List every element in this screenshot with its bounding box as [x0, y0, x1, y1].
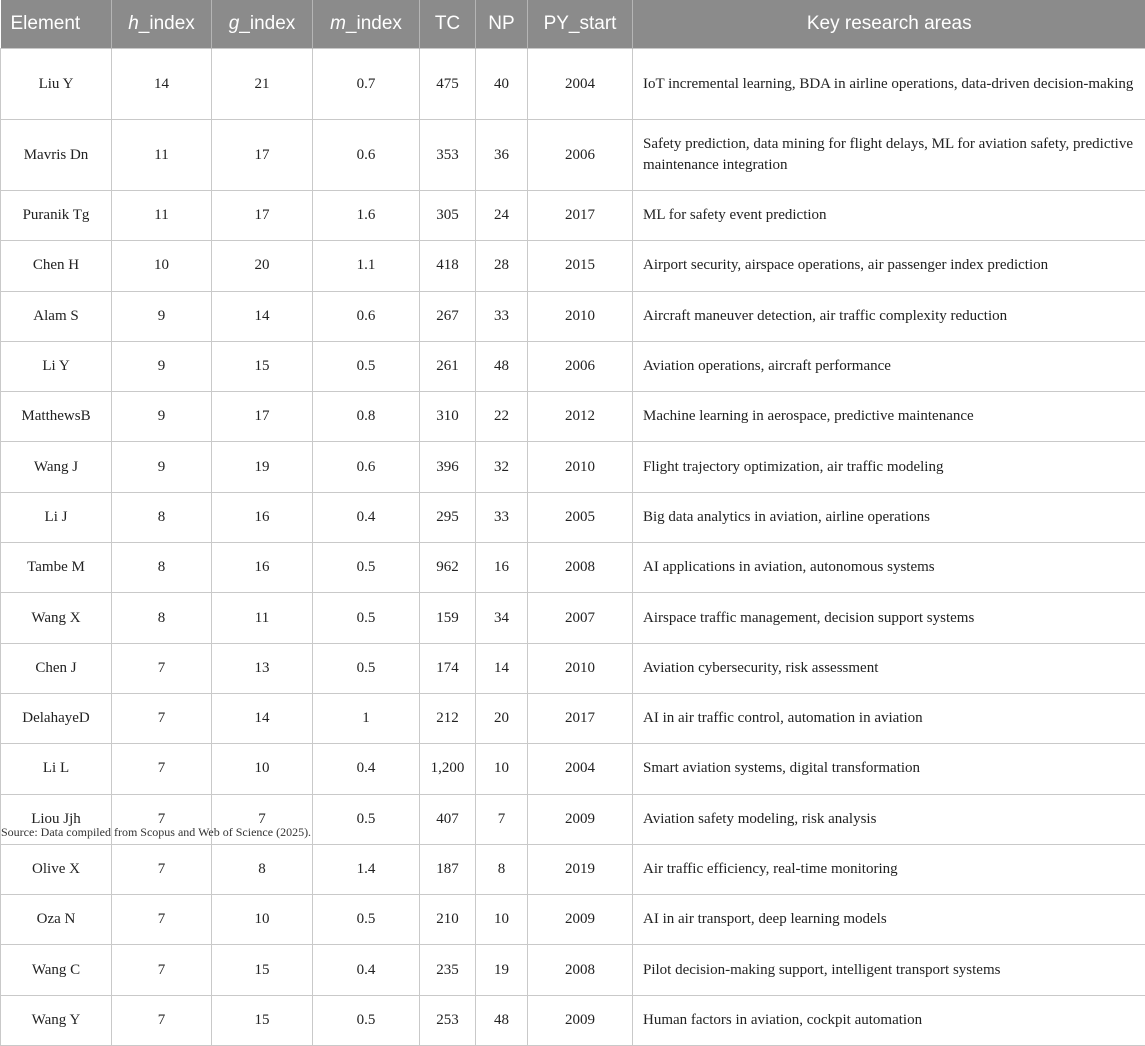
cell-element: Chen J	[1, 643, 112, 693]
table-row	[1, 543, 1145, 593]
cell-key-research-areas: Pilot decision-making support, intelligent transport systems	[633, 945, 1145, 995]
cell-key-research-areas: Human factors in aviation, cockpit automation	[633, 995, 1145, 1045]
cell-tc: 962	[420, 543, 476, 593]
cell-g-index: 15	[212, 945, 313, 995]
table-row	[1, 744, 1145, 794]
cell-key-research-areas: AI in air traffic control, automation in aviation	[633, 693, 1145, 743]
cell-m-index: 1.1	[313, 241, 420, 291]
header-element: Element	[1, 0, 112, 49]
cell-g-index: 15	[212, 995, 313, 1045]
cell-key-research-areas: Flight trajectory optimization, air traffic modeling	[633, 442, 1145, 492]
cell-np: 28	[476, 241, 528, 291]
cell-g-index: 21	[212, 49, 313, 120]
cell-h-index: 8	[112, 492, 212, 542]
cell-py-start: 2007	[528, 593, 633, 643]
cell-m-index: 0.5	[313, 593, 420, 643]
cell-np: 10	[476, 744, 528, 794]
table-row	[1, 291, 1145, 341]
cell-g-index: 17	[212, 191, 313, 241]
cell-element: Alam S	[1, 291, 112, 341]
cell-key-research-areas: Aviation safety modeling, risk analysis	[633, 794, 1145, 844]
table-row	[1, 120, 1145, 191]
cell-h-index: 11	[112, 120, 212, 191]
cell-tc: 353	[420, 120, 476, 191]
cell-np: 48	[476, 995, 528, 1045]
cell-g-index: 8	[212, 844, 313, 894]
cell-h-index: 7	[112, 945, 212, 995]
cell-key-research-areas: Aviation operations, aircraft performance	[633, 341, 1145, 391]
header-tc: TC	[420, 0, 476, 49]
cell-py-start: 2005	[528, 492, 633, 542]
cell-py-start: 2010	[528, 442, 633, 492]
cell-h-index: 7	[112, 794, 212, 844]
cell-m-index: 1	[313, 693, 420, 743]
cell-h-index: 7	[112, 844, 212, 894]
cell-tc: 253	[420, 995, 476, 1045]
cell-tc: 407	[420, 794, 476, 844]
cell-element: Wang J	[1, 442, 112, 492]
cell-element: Li L	[1, 744, 112, 794]
cell-m-index: 0.5	[313, 995, 420, 1045]
cell-g-index: 11	[212, 593, 313, 643]
cell-py-start: 2006	[528, 120, 633, 191]
cell-m-index: 0.5	[313, 543, 420, 593]
cell-tc: 310	[420, 392, 476, 442]
table-header-row	[1, 0, 1145, 49]
cell-element: Mavris Dn	[1, 120, 112, 191]
cell-h-index: 9	[112, 291, 212, 341]
table-row	[1, 341, 1145, 391]
cell-tc: 261	[420, 341, 476, 391]
cell-py-start: 2009	[528, 895, 633, 945]
cell-np: 19	[476, 945, 528, 995]
cell-np: 40	[476, 49, 528, 120]
header-py-start: PY_start	[528, 0, 633, 49]
cell-m-index: 0.5	[313, 895, 420, 945]
cell-py-start: 2012	[528, 392, 633, 442]
cell-h-index: 8	[112, 593, 212, 643]
cell-np: 10	[476, 895, 528, 945]
cell-py-start: 2008	[528, 543, 633, 593]
cell-key-research-areas: AI in air transport, deep learning models	[633, 895, 1145, 945]
cell-h-index: 7	[112, 744, 212, 794]
cell-g-index: 17	[212, 392, 313, 442]
cell-key-research-areas: Safety prediction, data mining for flight delays, ML for aviation safety, predictive maintenance integration	[633, 120, 1145, 191]
cell-m-index: 0.4	[313, 492, 420, 542]
cell-tc: 187	[420, 844, 476, 894]
table-row	[1, 241, 1145, 291]
cell-m-index: 0.6	[313, 291, 420, 341]
cell-element: Li Y	[1, 341, 112, 391]
cell-g-index: 20	[212, 241, 313, 291]
table-row	[1, 392, 1145, 442]
cell-g-index: 7	[212, 794, 313, 844]
table-row	[1, 693, 1145, 743]
cell-tc: 305	[420, 191, 476, 241]
cell-m-index: 0.4	[313, 744, 420, 794]
cell-m-index: 0.7	[313, 49, 420, 120]
cell-py-start: 2010	[528, 291, 633, 341]
cell-h-index: 9	[112, 392, 212, 442]
header-g-index: g_index	[212, 0, 313, 49]
cell-key-research-areas: AI applications in aviation, autonomous systems	[633, 543, 1145, 593]
cell-h-index: 14	[112, 49, 212, 120]
cell-tc: 295	[420, 492, 476, 542]
source-note: Source: Data compiled from Scopus and Web of Science (2025).	[1, 825, 311, 840]
cell-py-start: 2017	[528, 693, 633, 743]
cell-py-start: 2004	[528, 744, 633, 794]
cell-h-index: 7	[112, 995, 212, 1045]
cell-m-index: 0.4	[313, 945, 420, 995]
cell-key-research-areas: Airport security, airspace operations, air passenger index prediction	[633, 241, 1145, 291]
cell-np: 20	[476, 693, 528, 743]
cell-h-index: 7	[112, 693, 212, 743]
cell-key-research-areas: Big data analytics in aviation, airline operations	[633, 492, 1145, 542]
cell-tc: 174	[420, 643, 476, 693]
cell-m-index: 0.5	[313, 643, 420, 693]
table-row	[1, 49, 1145, 120]
cell-py-start: 2010	[528, 643, 633, 693]
cell-h-index: 8	[112, 543, 212, 593]
header-key-research-areas: Key research areas	[633, 0, 1145, 49]
cell-np: 16	[476, 543, 528, 593]
cell-np: 34	[476, 593, 528, 643]
cell-tc: 212	[420, 693, 476, 743]
cell-h-index: 9	[112, 442, 212, 492]
cell-py-start: 2009	[528, 794, 633, 844]
cell-py-start: 2017	[528, 191, 633, 241]
cell-element: Wang Y	[1, 995, 112, 1045]
cell-element: Wang X	[1, 593, 112, 643]
cell-element: Chen H	[1, 241, 112, 291]
cell-m-index: 1.4	[313, 844, 420, 894]
cell-tc: 396	[420, 442, 476, 492]
table-row	[1, 442, 1145, 492]
cell-key-research-areas: Machine learning in aerospace, predictive maintenance	[633, 392, 1145, 442]
cell-py-start: 2008	[528, 945, 633, 995]
cell-element: MatthewsB	[1, 392, 112, 442]
cell-g-index: 10	[212, 744, 313, 794]
cell-np: 48	[476, 341, 528, 391]
cell-py-start: 2009	[528, 995, 633, 1045]
cell-h-index: 11	[112, 191, 212, 241]
cell-np: 33	[476, 492, 528, 542]
cell-h-index: 7	[112, 895, 212, 945]
table-row	[1, 643, 1145, 693]
cell-key-research-areas: ML for safety event prediction	[633, 191, 1145, 241]
cell-py-start: 2019	[528, 844, 633, 894]
cell-key-research-areas: Air traffic efficiency, real-time monitoring	[633, 844, 1145, 894]
cell-element: Liu Y	[1, 49, 112, 120]
header-np: NP	[476, 0, 528, 49]
cell-g-index: 16	[212, 492, 313, 542]
cell-key-research-areas: Aircraft maneuver detection, air traffic complexity reduction	[633, 291, 1145, 341]
cell-tc: 1,200	[420, 744, 476, 794]
cell-h-index: 10	[112, 241, 212, 291]
cell-np: 36	[476, 120, 528, 191]
cell-m-index: 0.6	[313, 442, 420, 492]
cell-h-index: 9	[112, 341, 212, 391]
table-row	[1, 492, 1145, 542]
cell-tc: 475	[420, 49, 476, 120]
table-row	[1, 895, 1145, 945]
cell-g-index: 14	[212, 693, 313, 743]
cell-tc: 235	[420, 945, 476, 995]
cell-element: DelahayeD	[1, 693, 112, 743]
cell-m-index: 1.6	[313, 191, 420, 241]
cell-h-index: 7	[112, 643, 212, 693]
cell-g-index: 13	[212, 643, 313, 693]
cell-m-index: 0.8	[313, 392, 420, 442]
cell-element: Puranik Tg	[1, 191, 112, 241]
cell-key-research-areas: Airspace traffic management, decision support systems	[633, 593, 1145, 643]
table-row	[1, 844, 1145, 894]
cell-np: 8	[476, 844, 528, 894]
cell-element: Wang C	[1, 945, 112, 995]
cell-element: Olive X	[1, 844, 112, 894]
cell-np: 7	[476, 794, 528, 844]
cell-g-index: 15	[212, 341, 313, 391]
cell-tc: 267	[420, 291, 476, 341]
table-row	[1, 945, 1145, 995]
header-h-index: h_index	[112, 0, 212, 49]
cell-tc: 210	[420, 895, 476, 945]
cell-element: Li J	[1, 492, 112, 542]
cell-tc: 159	[420, 593, 476, 643]
cell-m-index: 0.5	[313, 341, 420, 391]
cell-key-research-areas: Smart aviation systems, digital transformation	[633, 744, 1145, 794]
cell-key-research-areas: IoT incremental learning, BDA in airline operations, data-driven decision-making	[633, 49, 1145, 120]
cell-g-index: 19	[212, 442, 313, 492]
header-m-index: m_index	[313, 0, 420, 49]
cell-np: 14	[476, 643, 528, 693]
cell-py-start: 2004	[528, 49, 633, 120]
cell-element: Liou Jjh	[1, 794, 112, 844]
cell-g-index: 14	[212, 291, 313, 341]
table-row	[1, 995, 1145, 1045]
cell-tc: 418	[420, 241, 476, 291]
cell-key-research-areas: Aviation cybersecurity, risk assessment	[633, 643, 1145, 693]
cell-g-index: 10	[212, 895, 313, 945]
cell-g-index: 17	[212, 120, 313, 191]
table-row	[1, 191, 1145, 241]
table-body	[1, 49, 1145, 1046]
cell-np: 32	[476, 442, 528, 492]
cell-m-index: 0.6	[313, 120, 420, 191]
cell-element: Tambe M	[1, 543, 112, 593]
cell-g-index: 16	[212, 543, 313, 593]
cell-element: Oza N	[1, 895, 112, 945]
cell-py-start: 2006	[528, 341, 633, 391]
cell-m-index: 0.5	[313, 794, 420, 844]
cell-np: 24	[476, 191, 528, 241]
cell-py-start: 2015	[528, 241, 633, 291]
table-row	[1, 593, 1145, 643]
cell-np: 33	[476, 291, 528, 341]
cell-np: 22	[476, 392, 528, 442]
